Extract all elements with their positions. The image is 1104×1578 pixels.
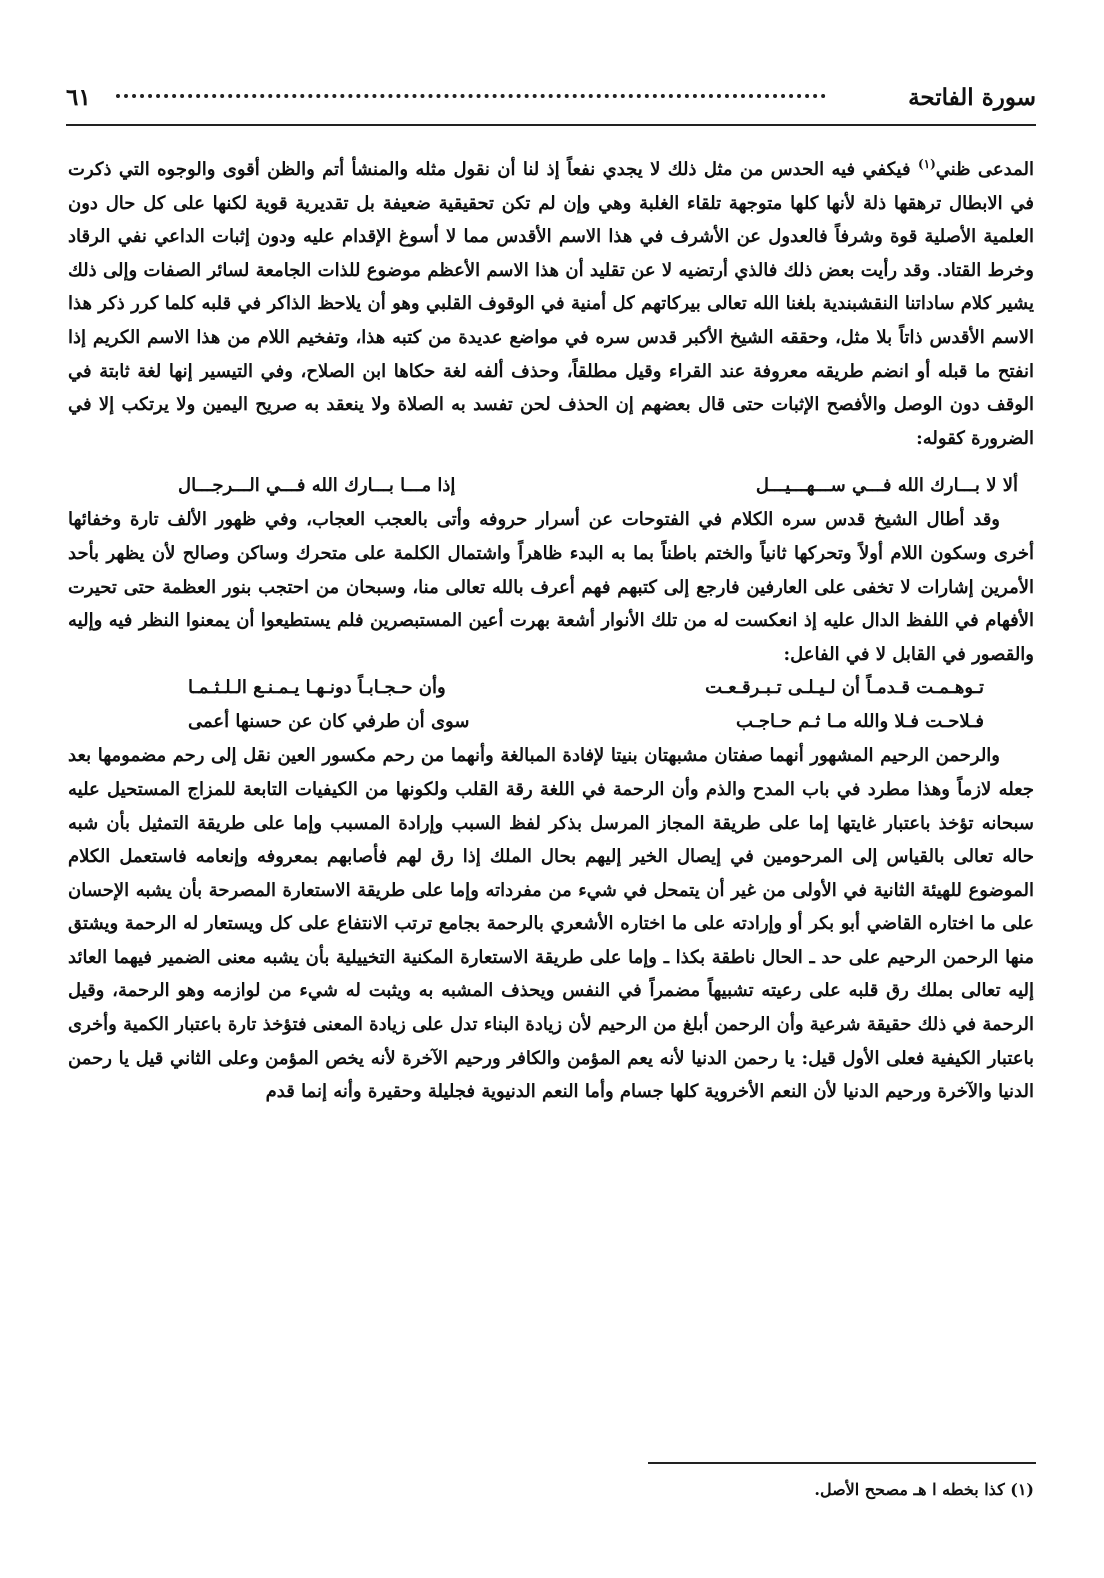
paragraph-1 [68, 148, 1034, 455]
verse-3-second-hemistich: سوى أن طرفي كان عن حسنها أعمى [188, 711, 470, 733]
verse-1 [178, 469, 1018, 503]
running-header [66, 84, 1036, 118]
leader-dots [116, 94, 826, 100]
paragraph-3: والرحمن الرحيم المشهور أنهما صفتان مشبهتان بنيتا لإفادة المبالغة وأنهما من رحم مكسور العين نقل إلى رحم مضمومها بعد جعله لازماً وهذا مطرد في باب المدح والذم وأن الرحمة في اللغة رقة القلب ولكونها من الكيفيات التابعة للمزاج المستحيل عليه سبحانه تؤخذ باعتبار غايتها إما على طريقة المجاز المرسل بذكر لفظ السبب وإرادة المسبب وإما على طريقة التمثيل بأن شبه حاله تعالى بالقياس إلى المرحومين في إيصال الخير إليهم بحال الملك إذا رق لهم فأصابهم بمعروفه وإنعامه فاستعمل الكلام الموضوع للهيئة الثانية في الأولى من غير أن يتمحل في شيء من مفرداته وإما على طريقة الاستعارة المصرحة بأن يشبه الإحسان على ما اختاره القاضي أبو بكر أو وإرادته على ما اختاره الأشعري بالرحمة بجامع ترتب الانتفاع على كل ويستعار له الرحمة ويشتق منها الرحمن الرحيم على حد ـ الحال ناطقة بكذا ـ وإما على طريقة الاستعارة المكنية التخييلية بأن يشبه معنى الضمير فيهما العائد إليه تعالى بملك رق قلبه على رعيته تشبيهاً مضمراً في النفس ويحذف المشبه به ويثبت له شيء من لوازمه وهو الرحمة، وقيل الرحمة في ذلك حقيقة شرعية وأن الرحمن أبلغ من الرحيم لأن زيادة البناء تدل على زيادة المعنى فتؤخذ تارة باعتبار الكمية وأخرى باعتبار الكيفية فعلى الأول قيل: يا رحمن الدنيا لأنه يعم المؤمن والكافر ورحيم الآخرة لأنه يخص المؤمن وعلى الثاني قيل يا رحمن الدنيا والآخرة ورحيم الدنيا لأن النعم الأخروية كلها جسام وأما النعم الدنيوية فجليلة وحقيرة وأنه إنما قدم [68, 745, 1034, 1103]
footnote-divider [648, 1462, 1036, 1464]
surah-title: سورة الفاتحة [908, 84, 1036, 111]
paragraph-2: وقد أطال الشيخ قدس سره الكلام في الفتوحات عن أسرار حروفه وأتى بالعجب العجاب، وفي ظهور الألف تارة وخفائها أخرى وسكون اللام أولاً وتحركها ثانياً والختم باطناً بما به البدء ظاهراً واشتمال الكلمة على متحرك وساكن وصالح لأن يظهر بأحد الأمرين إشارات لا تخفى على العارفين فارجع إلى كتبهم فهم أعرف بالله تعالى منا، وسبحان من احتجب بنور العظمة حتى تحيرت الأفهام في اللفظ الدال عليه إذ انعكست له من تلك الأنوار أشعة بهرت أعين المستبصرين فلم يستطيعوا أن يمعنوا النظر فيه وإليه والقصور في القابل لا في الفاعل: [68, 509, 1034, 665]
verse-2 [188, 671, 984, 705]
paragraph-1-start: المدعى ظني [935, 159, 1034, 180]
verse-2-first-hemistich: تـوهـمـت قـدمـاً أن لـيـلـى تـبـرقـعـت [705, 677, 984, 699]
footnote: (١) كذا بخطه ا هـ مصحح الأصل. [814, 1480, 1034, 1499]
header-divider [66, 124, 1036, 126]
verse-3 [188, 705, 984, 739]
verse-2-second-hemistich: وأن حـجـابـاً دونـهـا يـمـنـع الـلـثـمـا [188, 677, 446, 699]
verse-3-first-hemistich: فـلاحـت فـلا والله مـا ثـم حـاجـب [735, 711, 984, 733]
main-text [68, 148, 1034, 1109]
paragraph-1-rest: فيكفي فيه الحدس من مثل ذلك لا يجدي نفعاً إذ لنا أن نقول مثله والمنشأ أتم والظن أقوى والوجوه التي ذكرت في الابطال ترهقها ذلة لأنها كلها متوجهة تلقاء الغلبة وهي وإن لم تكن تحقيقية ضعيفة بل تقديرية قوية لكنها على كل حال دون العلمية الأصلية قوة وشرفاً فالعدول عن الأشرف في هذا الاسم الأقدس مما لا أسوغ الإقدام عليه ودون إثبات الداعي نفي الرقاد وخرط القتاد. وقد رأيت بعض ذلك فالذي أرتضيه لا عن تقليد أن هذا الاسم الأعظم موضوع للذات الجامعة لسائر الصفات وإلى ذلك يشير كلام ساداتنا النقشبندية بلغنا الله تعالى بيركاتهم كل أمنية في الوقوف القلبي وهو أن يلاحظ الذاكر في قلبه كلما كرر ذكر هذا الاسم الأقدس ذاتاً بلا مثل، وحققه الشيخ الأكبر قدس سره في مواضع عديدة من كتبه هذا، وتفخيم اللام من هذا الاسم الكريم إذا انفتح ما قبله أو انضم طريقه معروفة عند القراء وقيل مطلقاً، وحذف ألفه لغة حكاها ابن الصلاح، وفي التيسير إنها لغة ثابتة في الوقف دون الوصل والأفصح الإثبات حتى قال بعضهم إن الحذف لحن تفسد به الصلاة ولا ينعقد به صريح اليمين ولا يرتكب إلا في الضرورة كقوله: [68, 159, 1035, 449]
page-number: ٦١ [66, 84, 91, 111]
verse-1-second-hemistich: إذا مـــا بـــارك الله فـــي الـــرجـــال [178, 475, 456, 497]
footnote-reference[interactable]: (١) [917, 157, 936, 171]
verse-1-first-hemistich: ألا لا بـــارك الله فـــي ســـهـــيـــل [755, 475, 1018, 497]
